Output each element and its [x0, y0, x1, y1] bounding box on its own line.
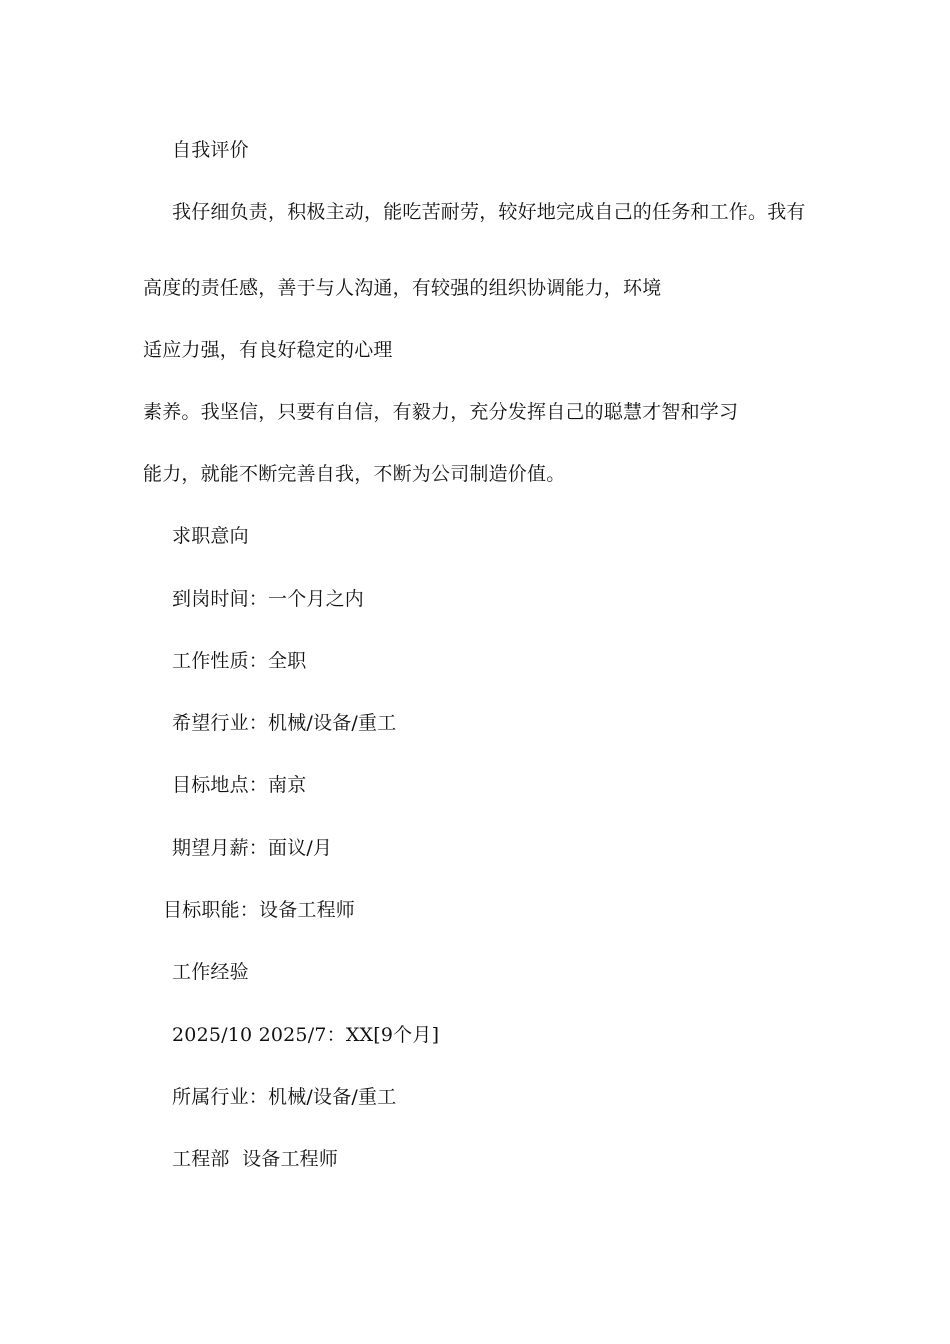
self-evaluation-line-3: 适应力强，有良好稳定的心理: [143, 339, 393, 361]
work-experience-heading: 工作经验: [172, 961, 249, 983]
expected-salary: 期望月薪：面议/月: [172, 837, 333, 859]
desired-industry: 希望行业：机械/设备/重工: [172, 712, 397, 734]
target-position: 目标职能：设备工程师: [163, 899, 356, 921]
self-evaluation-line-1: 我仔细负责，积极主动，能吃苦耐劳，较好地完成自己的任务和工作。我有: [172, 201, 806, 223]
department-role: 工程部 设备工程师: [172, 1148, 339, 1170]
self-evaluation-line-4: 素养。我坚信，只要有自信，有毅力，充分发挥自己的聪慧才智和学习: [143, 401, 739, 423]
job-type: 工作性质：全职: [172, 650, 307, 672]
job-intention-heading: 求职意向: [172, 525, 249, 547]
arrival-time: 到岗时间：一个月之内: [172, 588, 365, 610]
self-evaluation-heading: 自我评价: [172, 139, 249, 161]
self-evaluation-line-5: 能力，就能不断完善自我，不断为公司制造价值。: [143, 463, 566, 485]
target-location: 目标地点：南京: [172, 774, 307, 796]
work-period: 2025/10 2025/7：XX[9个月]: [172, 1024, 440, 1046]
work-industry: 所属行业：机械/设备/重工: [172, 1086, 397, 1108]
self-evaluation-line-2: 高度的责任感，善于与人沟通，有较强的组织协调能力，环境: [143, 277, 662, 299]
